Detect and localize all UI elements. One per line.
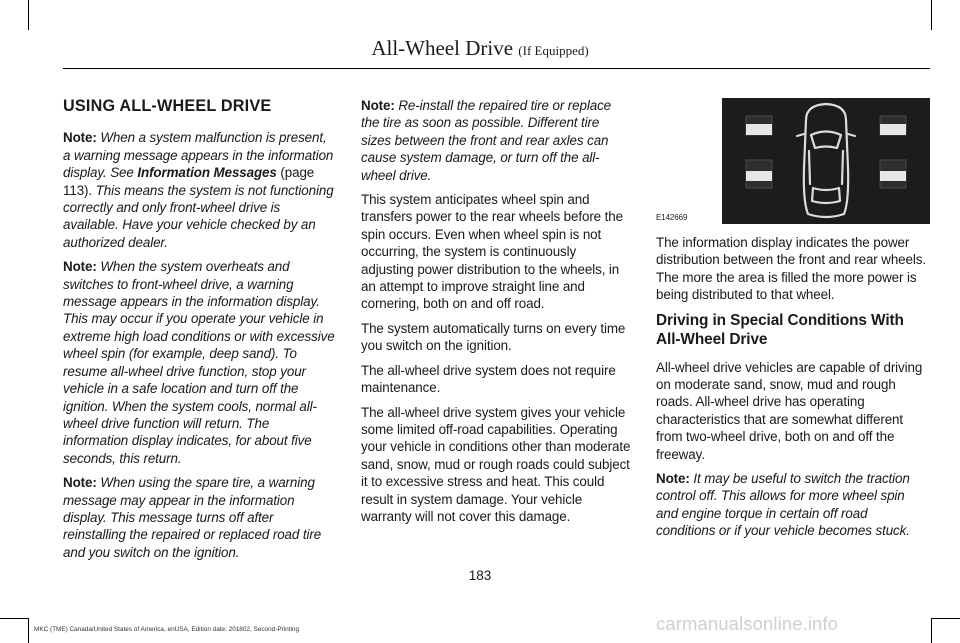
figure-code: E142669	[656, 213, 688, 222]
note-text: It may be useful to switch the traction control off. This allows for more wheel spin and engine torque in certain off road conditions or if your vehicle becomes stuck.	[656, 471, 910, 539]
chapter-subtitle: (If Equipped)	[518, 43, 589, 58]
watermark: carmanualsonline.info	[656, 613, 839, 634]
note-reinstall-tire	[361, 97, 631, 184]
section-heading: USING ALL-WHEEL DRIVE	[63, 97, 272, 115]
note-text: This means the system is not functioning correctly and only front-wheel drive is available. Have your vehicle checked by an authorized dealer.	[63, 182, 334, 250]
note-label: Note:	[361, 98, 395, 113]
cross-reference[interactable]: Information Messages	[137, 165, 277, 181]
column-left	[63, 96, 337, 568]
crop-mark	[28, 0, 29, 30]
body-paragraph: The information display indicates the power distribution between the front and rear wheels. The more the area is filled the more power is being distributed to that wheel.	[656, 235, 926, 303]
edition-footer: MKC (TME) Canada/United States of America, enUSA, Edition date: 201802, Second-Printing	[34, 626, 299, 633]
column-middle	[361, 97, 631, 532]
chapter-title: All-Wheel Drive	[371, 36, 514, 60]
header-rule	[63, 68, 930, 69]
section-heading: Driving in Special Conditions With All-Wheel Drive	[656, 311, 904, 348]
note-text: Re-install the repaired tire or replace the tire as soon as possible. Different tire sizes between the front and rear axles can cause system damage, or turn off the all-wheel drive.	[361, 98, 612, 183]
body-paragraph: The system automatically turns on every time you switch on the ignition.	[361, 320, 626, 354]
page-header	[0, 36, 960, 61]
note-text: When a system malfunction is present, a warning message appears in the information display. See	[63, 130, 334, 181]
note-text: When the system overheats and switches to front-wheel drive, a warning message appears in the information display. This may occur if you operate your vehicle in extreme high load conditions or with excessive wheel spin (for example, deep sand). To resume all-wheel drive function, stop your vehicle in a safe location and turn off the ignition. When the system cools, normal all-wheel drive function will return. The information display indicates, for about five seconds, this return.	[63, 259, 335, 466]
body-paragraph: This system anticipates wheel spin and transfers power to the rear wheels before the spin occurs. Even when wheel spin is not occurring, the system is continuously adjusting power distribution to the wheels, in an attempt to improve straight line and cornering, both on and off road.	[361, 192, 623, 312]
crop-mark	[932, 618, 960, 619]
note-label: Note:	[63, 259, 97, 275]
body-paragraph: The all-wheel drive system gives your vehicle some limited off-road capabilities. Operating your vehicle in conditions other than moderate sand, snow, mud or rough roads could subject it to excessive stress and heat. This could result in system damage. Your vehicle warranty will not cover this damage.	[361, 404, 631, 524]
note-system-malfunction	[63, 129, 337, 251]
crop-mark	[931, 0, 932, 30]
crop-mark	[0, 618, 28, 619]
note-label: Note:	[63, 475, 97, 491]
note-system-overheat	[63, 258, 337, 467]
crop-mark	[28, 618, 29, 643]
note-traction-control	[656, 470, 930, 540]
body-paragraph: The all-wheel drive system does not require maintenance.	[361, 362, 616, 396]
page-number: 183	[468, 568, 492, 583]
note-label: Note:	[63, 130, 97, 146]
note-text: When using the spare tire, a warning message may appear in the information display. This message turns off after reinstalling the repaired or replaced road tire and you switch on the ignition.	[63, 475, 322, 560]
figure-awd-display	[656, 98, 930, 224]
crop-mark	[931, 618, 932, 643]
note-spare-tire	[63, 474, 337, 561]
column-right	[656, 96, 930, 547]
body-paragraph: All-wheel drive vehicles are capable of driving on moderate sand, snow, mud and rough roads. All-wheel drive has operating characteristics that are somewhat different from two-wheel drive, both on and off the freeway.	[656, 359, 923, 462]
vehicle-top-view-icon	[722, 98, 930, 224]
cross-reference-page: (page 113).	[63, 165, 315, 198]
note-label: Note:	[656, 471, 690, 487]
